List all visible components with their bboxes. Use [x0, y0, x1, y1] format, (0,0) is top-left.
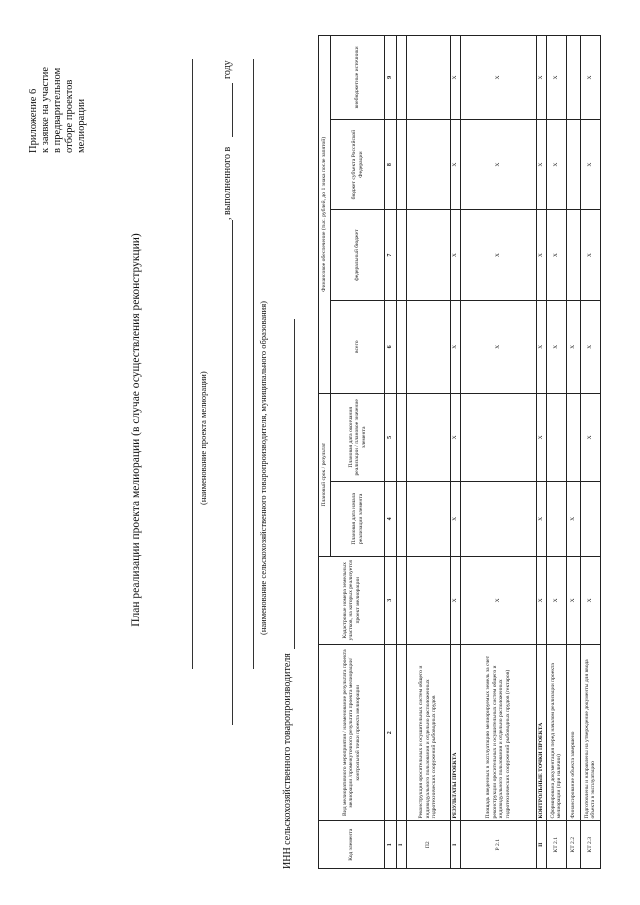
row-cell: X — [460, 119, 536, 210]
row-cell — [566, 210, 580, 301]
row-name: КОНТРОЛЬНЫЕ ТОЧКИ ПРОЕКТА — [536, 644, 546, 821]
column-number: 5 — [385, 393, 397, 481]
row-cell: X — [546, 556, 566, 644]
row-cell: X — [450, 210, 460, 301]
column-number: 4 — [385, 481, 397, 556]
row-cell — [406, 119, 450, 210]
row-name: Финансирование объекта завершено — [566, 644, 580, 821]
row-cell — [460, 393, 536, 481]
project-name-line — [192, 59, 193, 669]
header-cadastral: Кадастровые номера земельных участков, на которых реализуется проект мелиорации — [319, 556, 385, 644]
row-name — [397, 644, 407, 821]
row-cell: X — [580, 36, 600, 120]
row-cell — [406, 36, 450, 120]
row-code: КТ 2.2 — [566, 821, 580, 869]
row-code: II — [536, 821, 546, 869]
executed-fill-line — [232, 220, 233, 725]
row-name: РЕЗУЛЬТАТЫ ПРОЕКТА — [450, 644, 460, 821]
row-code: КТ 2.3 — [580, 821, 600, 869]
inn-fill-line — [294, 319, 295, 649]
row-cell: X — [450, 481, 460, 556]
row-cell — [397, 119, 407, 210]
row-cell: X — [580, 119, 600, 210]
producer-line — [253, 59, 254, 669]
table-row — [406, 36, 450, 869]
row-cell: X — [566, 556, 580, 644]
appendix-line: мелиорации — [76, 98, 87, 153]
row-cell: X — [536, 481, 546, 556]
row-cell: X — [566, 481, 580, 556]
column-number: 2 — [385, 644, 397, 821]
row-cell: X — [536, 300, 546, 393]
header-total: всего — [331, 300, 385, 393]
row-cell: X — [536, 119, 546, 210]
row-code: I — [397, 821, 407, 869]
row-cell: X — [546, 119, 566, 210]
row-code: КТ 2.1 — [546, 821, 566, 869]
header-start: Плановая дата начала реализации элемента — [331, 481, 385, 556]
column-number: 7 — [385, 210, 397, 301]
header-regional: бюджет субъекта Российской Федерации — [331, 119, 385, 210]
plan-table — [318, 35, 601, 869]
row-cell — [546, 393, 566, 481]
table-row — [580, 36, 600, 869]
table-row — [450, 36, 460, 869]
row-cell — [566, 36, 580, 120]
row-cell — [406, 393, 450, 481]
appendix-line: в предварительном — [52, 67, 63, 153]
year-word: году — [222, 60, 233, 79]
row-code: П2 — [406, 821, 450, 869]
project-name-caption: (наименование проекта мелиорации) — [198, 371, 208, 505]
producer-caption: (наименование сельскохозяйственного товаропроизводителя, муниципального образования) — [258, 301, 268, 635]
row-cell — [397, 36, 407, 120]
row-cell: X — [450, 119, 460, 210]
row-cell: X — [450, 556, 460, 644]
column-number: 1 — [385, 821, 397, 869]
table-row — [546, 36, 566, 869]
row-cell: X — [546, 300, 566, 393]
row-cell — [406, 210, 450, 301]
header-code: Код элемента — [319, 821, 385, 869]
row-cell: X — [546, 210, 566, 301]
appendix-note — [28, 23, 88, 153]
row-name: Сформирована документация перед началом реализации проекта мелиорации (при наличии) — [546, 644, 566, 821]
year-fill-line — [232, 83, 233, 137]
row-cell: X — [566, 300, 580, 393]
row-cell: X — [460, 556, 536, 644]
row-cell — [566, 393, 580, 481]
row-cell: X — [450, 36, 460, 120]
row-cell: X — [536, 210, 546, 301]
table-row — [460, 36, 536, 869]
column-number: 8 — [385, 119, 397, 210]
row-cell: X — [580, 300, 600, 393]
row-name: Подготовлены и направлены на утверждение документы для ввода объекта в эксплуатацию — [580, 644, 600, 821]
column-number: 9 — [385, 36, 397, 120]
row-cell — [546, 481, 566, 556]
row-cell: X — [450, 393, 460, 481]
row-cell — [406, 481, 450, 556]
row-code: Р 2.1 — [460, 821, 536, 869]
row-cell: X — [546, 36, 566, 120]
executed-prefix: , выполненного в — [222, 146, 233, 220]
row-cell — [397, 300, 407, 393]
row-cell: X — [460, 210, 536, 301]
row-cell — [397, 556, 407, 644]
row-name: Реконструкция оросительных и осушительных систем общего и индивидуального пользования и отдельно расположенных гидротехнических сооружений рыбоводных прудов — [406, 644, 450, 821]
row-cell — [397, 481, 407, 556]
row-cell: X — [580, 393, 600, 481]
row-cell — [406, 556, 450, 644]
row-cell: X — [460, 300, 536, 393]
row-name: Площадь введенных в эксплуатацию мелиорируемых земель за счет реконструкции оросительных и осушительных систем общего и индивидуального пользования и отдельно расположенных гидротехнических сооружений рыбоводных прудов (гектаров) — [460, 644, 536, 821]
document-title: План реализации проекта мелиорации (в случае осуществления реконструкции) — [130, 233, 142, 627]
appendix-line: Приложение 6 — [28, 88, 39, 153]
row-cell: X — [536, 393, 546, 481]
inn-label: ИНН сельскохозяйственного товаропроизводителя — [282, 653, 293, 869]
appendix-line: отборе проектов — [64, 79, 75, 153]
appendix-line: к заявке на участие — [40, 66, 51, 153]
row-cell: X — [536, 556, 546, 644]
row-code: I — [450, 821, 460, 869]
header-extra: внебюджетные источники — [331, 36, 385, 120]
row-cell: X — [536, 36, 546, 120]
row-cell — [460, 481, 536, 556]
header-federal: федеральный бюджет — [331, 210, 385, 301]
column-number: 6 — [385, 300, 397, 393]
table-row — [566, 36, 580, 869]
row-cell — [580, 481, 600, 556]
row-cell — [566, 119, 580, 210]
row-cell: X — [460, 36, 536, 120]
row-cell: X — [580, 210, 600, 301]
row-cell: X — [580, 556, 600, 644]
header-end: Плановая дата окончания реализации / плановое значение элемента — [331, 393, 385, 481]
row-cell — [397, 393, 407, 481]
row-cell — [397, 210, 407, 301]
table-row — [536, 36, 546, 869]
row-cell — [406, 300, 450, 393]
header-finance-group: Финансовое обеспечение (тыс. рублей, до 1 знака после запятой) — [319, 36, 331, 394]
header-activity: Вид мелиоративного мероприятия / наименование результата проекта мелиорации /промежуточного результата проекта мелиорации/ контрольной точки проекта мелиорации — [319, 644, 385, 821]
table-row — [397, 36, 407, 869]
column-number: 3 — [385, 556, 397, 644]
header-planned-group: Плановый срок / результат — [319, 393, 331, 556]
row-cell: X — [450, 300, 460, 393]
